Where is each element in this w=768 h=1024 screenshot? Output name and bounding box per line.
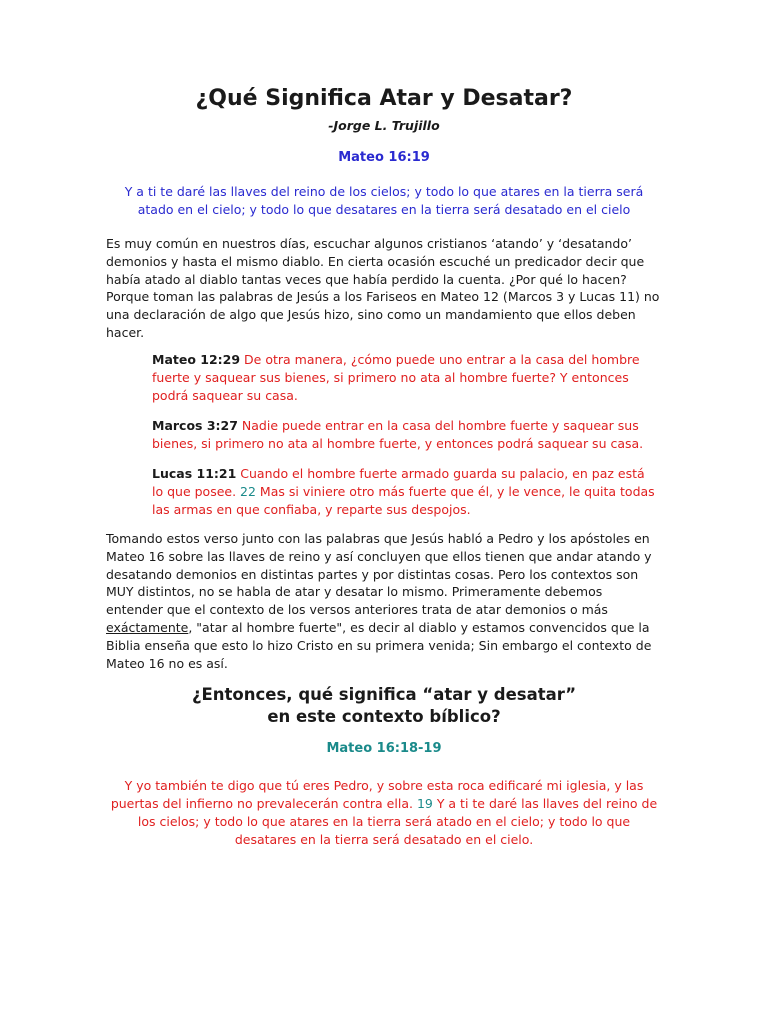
body-paragraph: [106, 530, 662, 672]
verse-number: 22: [240, 484, 256, 499]
quote-reference: Mateo 12:29: [152, 352, 241, 367]
section-heading-line: ¿Entonces, qué significa “atar y desatar”: [191, 685, 577, 704]
paragraph-text: , "atar al hombre fuerte", es decir al diablo y estamos convencidos que la Biblia enseña que esto lo hizo Cristo en su primera venida; Sin embargo el contexto de Mateo 16 no es así.: [106, 619, 652, 671]
quote-text: Cuando el hombre fuerte armado guarda su palacio, en paz está lo que posee.: [152, 466, 645, 499]
author-line: -Jorge L. Trujillo: [328, 118, 440, 133]
verse-text-part: Y yo también te digo que tú eres Pedro, y sobre esta roca edificaré mi iglesia, y las puertas del infierno no prevalecerán contra ella.: [110, 778, 644, 811]
quote-block: [152, 465, 657, 519]
verse-number: 19: [416, 796, 433, 811]
body-paragraph: Es muy común en nuestros días, escuchar algunos cristianos ‘atando’ y ‘desatando’ demonios y hasta el mismo diablo. En cierta ocasión escuché un predicador decir que había atado al diablo tantas veces que había perdido la cuenta. ¿Por qué lo hacen? Porque toman las palabras de Jesús a los Fariseos en Mateo 12 (Marcos 3 y Lucas 11) no una declaración de algo que Jesús hizo, sino como un mandamiento que ellos deben hacer.: [106, 236, 660, 340]
quote-text: De otra manera, ¿cómo puede uno entrar a la casa del hombre fuerte y saquear sus bienes, si primero no ata al hombre fuerte? Y entonces podrá saquear su casa.: [152, 352, 640, 403]
verse-text: [106, 777, 662, 849]
page-title: ¿Qué Significa Atar y Desatar?: [195, 86, 573, 111]
quote-reference: Lucas 11:21: [152, 466, 237, 481]
quote-text: Nadie puede entrar en la casa del hombre fuerte y saquear sus bienes, si primero no ata al hombre fuerte, y entonces podrá saquear su casa.: [152, 418, 644, 451]
section-heading: [0, 684, 768, 728]
underlined-word: exáctamente: [106, 619, 189, 635]
verse-reference: Mateo 16:19: [338, 150, 430, 165]
paragraph-text: Tomando estos verso junto con las palabras que Jesús habló a Pedro y los apóstoles en Mateo 16 sobre las llaves de reino y así concluyen que ellos tienen que andar atando y desatando demonios en distintas partes y por distintas cosas. Pero los contextos son MUY distintos, no se habla de atar y desatar lo mismo. Primeramente debemos entender que el contexto de los versos anteriores trata de atar demonios o más: [106, 531, 652, 618]
quote-block: [152, 417, 657, 453]
verse-text-part: Y a ti te daré las llaves del reino de los cielos; y todo lo que atares en la tierra será atado en el cielo; y todo lo que desatares en la tierra será desatado en el cielo.: [137, 796, 658, 847]
verse-text: Y a ti te daré las llaves del reino de los cielos; y todo lo que atares en la tierra será atado en el cielo; y todo lo que desatares en la tierra será desatado en el cielo: [124, 184, 644, 217]
section-heading-line: en este contexto bíblico?: [267, 707, 501, 726]
quote-block: [152, 351, 657, 405]
quote-text: Mas si viniere otro más fuerte que él, y le vence, le quita todas las armas en que confiaba, y reparte sus despojos.: [152, 484, 655, 517]
quote-reference: Marcos 3:27: [152, 418, 238, 433]
verse-reference: Mateo 16:18-19: [326, 741, 442, 756]
